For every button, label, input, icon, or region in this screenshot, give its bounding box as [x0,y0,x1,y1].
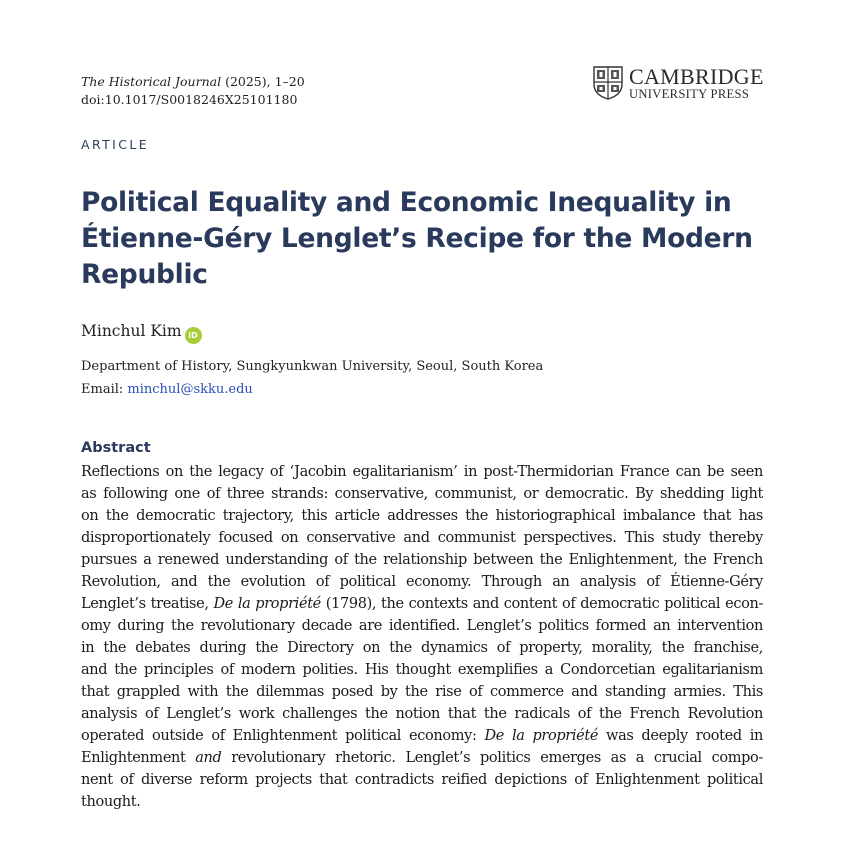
abstract-italic-text: De la propriété [213,596,321,612]
cambridge-university-press-logo[interactable] [593,66,763,102]
abstract-line: on the democratic trajectory, this article addresses the historiographical imbalance that has [81,508,763,524]
abstract-line: pursues a renewed understanding of the relationship between the Enlightenment, the French [81,552,763,568]
abstract-line: in the debates during the Directory on the dynamics of property, morality, the franchise, [81,640,763,656]
abstract-text: Enlightenment [81,750,196,766]
abstract-line [81,747,763,769]
abstract-heading: Abstract [81,440,151,456]
abstract-line: disproportionately focused on conservative and communist perspectives. This study thereby [81,530,763,546]
article-title: Political Equality and Economic Inequality in Étienne-Géry Lenglet’s Recipe for the Modern Republic [81,187,753,290]
abstract-text: operated outside of Enlightenment political economy: [81,728,485,744]
abstract-text: (1798), the contexts and content of democratic political econ- [320,596,764,612]
abstract-italic-text: and [195,750,222,766]
abstract-line [81,593,763,615]
author-affiliation: Department of History, Sungkyunkwan University, Seoul, South Korea [81,359,544,374]
abstract-line: and the principles of modern polities. His thought exemplifies a Condorcetian egalitarianism [81,662,763,678]
author-name[interactable]: Minchul Kim [81,322,182,340]
logo-line-1: CAMBRIDGE [629,64,764,89]
doi[interactable]: doi:10.1017/S0018246X25101180 [81,92,298,107]
abstract-body [81,461,763,813]
abstract-line: Reflections on the legacy of ‘Jacobin egalitarianism’ in post-Thermidorian France can be seen [81,464,763,480]
journal-citation [81,73,305,109]
journal-issue: (2025), 1–20 [221,74,305,89]
abstract-line: as following one of three strands: conservative, communist, or democratic. By shedding light [81,486,763,502]
email-label: Email: [81,382,128,397]
abstract-line: nent of diverse reform projects that contradicts reified depictions of Enlightenment political [81,772,763,788]
author-email [81,380,253,400]
orcid-icon[interactable]: iD [185,327,202,344]
journal-name: The Historical Journal [81,74,222,89]
logo-line-2: UNIVERSITY PRESS [629,87,750,101]
abstract-line: analysis of Lenglet’s work challenges the notion that the radicals of the French Revolution [81,706,763,722]
abstract-text: Lenglet’s treatise, [81,596,214,612]
abstract-line [81,725,763,747]
author [81,321,202,344]
abstract-line: Revolution, and the evolution of political economy. Through an analysis of Étienne-Géry [81,574,763,590]
crest-shield-icon [593,66,623,100]
abstract-line: omy during the revolutionary decade are identified. Lenglet’s politics formed an intervention [81,618,763,634]
abstract-italic-text: De la propriété [484,728,599,744]
article-type-label: ARTICLE [81,137,150,152]
abstract-line: that grappled with the dilemmas posed by the rise of commerce and standing armies. This [81,684,763,700]
abstract-text: was deeply rooted in [598,728,763,744]
abstract-text: revolutionary rhetoric. Lenglet’s politics emerges as a crucial compo- [221,750,763,766]
email-link[interactable]: minchul@skku.edu [127,382,253,397]
journal-reference [81,73,305,91]
abstract-line: thought. [81,794,141,810]
